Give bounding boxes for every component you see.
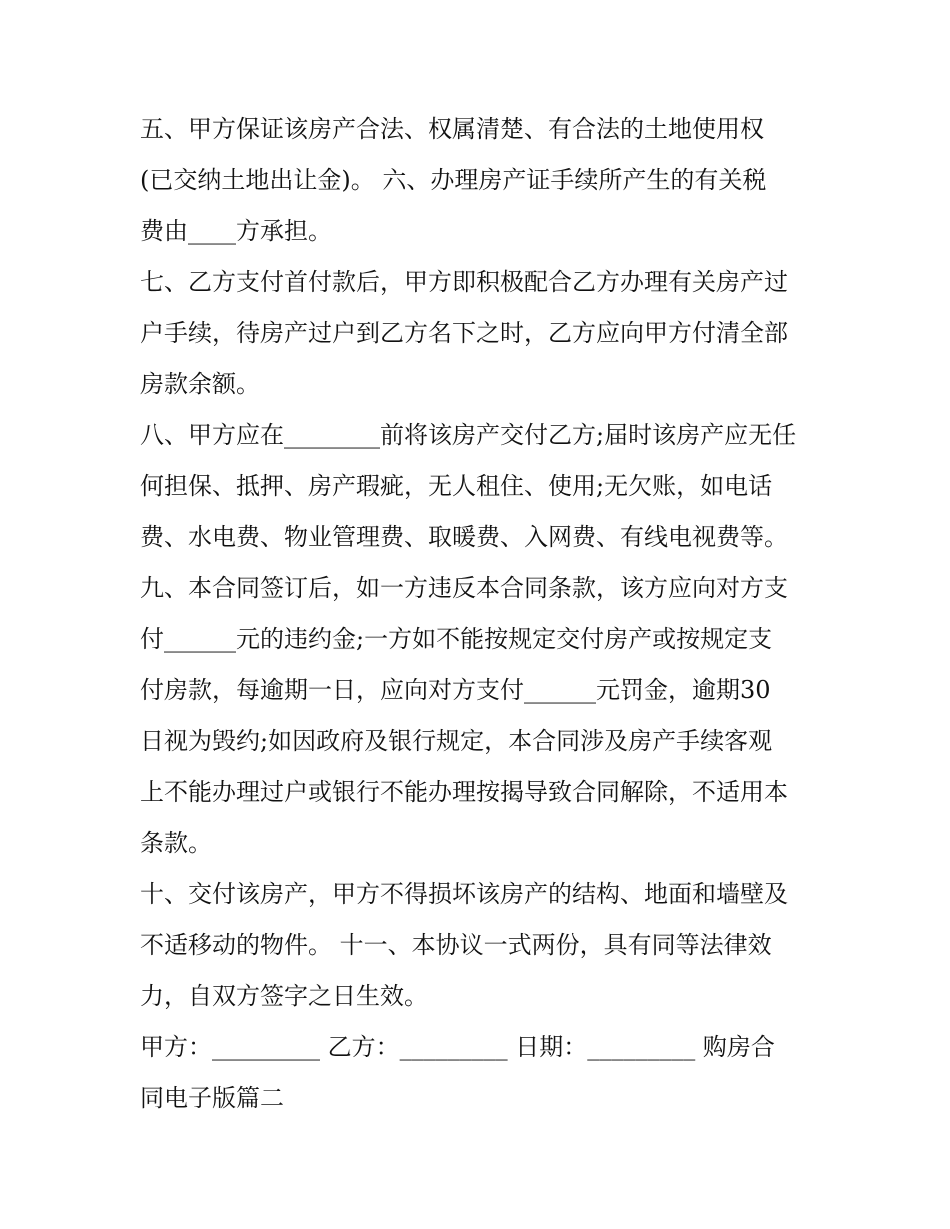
- text-line: 付______元的违约金;一方如不能按规定交付房产或按规定支: [140, 625, 773, 653]
- text-line: 日视为毁约;如因政府及银行规定，本合同涉及房产手续客观: [140, 727, 773, 755]
- text-line: (已交纳土地出让金)。 六、办理房产证手续所产生的有关税: [140, 166, 767, 194]
- text-line: 五、甲方保证该房产合法、权属清楚、有合法的土地使用权: [140, 115, 764, 143]
- text-line: 付房款，每逾期一日，应向对方支付______元罚金，逾期30: [140, 676, 771, 704]
- text-line: 何担保、抵押、房产瑕疵，无人租住、使用;无欠账，如电话: [140, 472, 773, 500]
- document-body: [140, 104, 820, 1124]
- text-line: 七、乙方支付首付款后，甲方即积极配合乙方办理有关房产过: [140, 268, 788, 296]
- text-line: 不适移动的物件。 十一、本协议一式两份，具有同等法律效: [140, 931, 772, 959]
- text-line: 条款。: [140, 829, 212, 857]
- text-line: 八、甲方应在________前将该房产交付乙方;届时该房产应无任: [140, 421, 797, 449]
- text-line: 费、水电费、物业管理费、取暖费、入网费、有线电视费等。: [140, 523, 788, 551]
- text-line: 房款余额。: [140, 370, 260, 398]
- text-line: 上不能办理过户或银行不能办理按揭导致合同解除，不适用本: [140, 778, 788, 806]
- text-line: 十、交付该房产，甲方不得损坏该房产的结构、地面和墙壁及: [140, 880, 788, 908]
- text-line: 九、本合同签订后，如一方违反本合同条款，该方应向对方支: [140, 574, 788, 602]
- text-line: 户手续，待房产过户到乙方名下之时，乙方应向甲方付清全部: [140, 319, 788, 347]
- text-line: 费由____方承担。: [140, 217, 332, 245]
- section-title-line: 同电子版篇二: [140, 1084, 284, 1112]
- text-line: 力，自双方签字之日生效。: [140, 982, 428, 1010]
- signature-line: 甲方：_________ 乙方：_________ 日期：_________ 购房合: [140, 1033, 775, 1061]
